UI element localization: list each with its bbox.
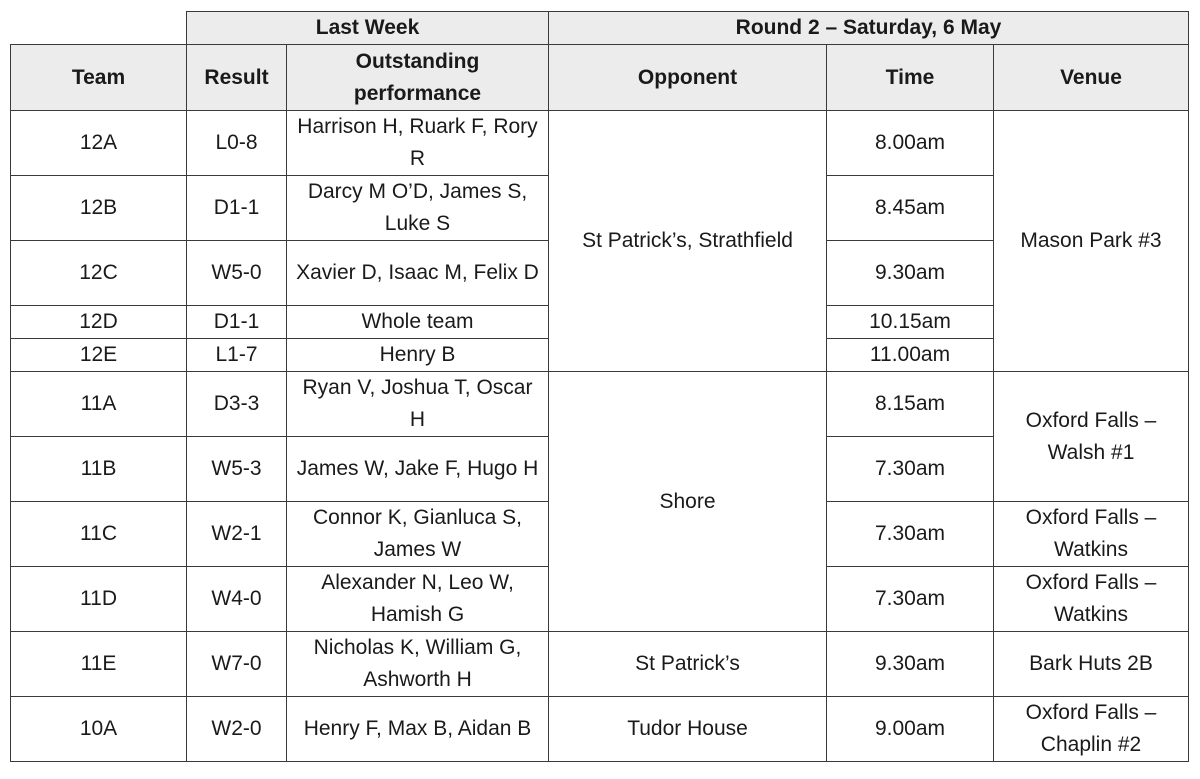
time-cell: 11.00am	[827, 339, 994, 372]
outstanding-cell: Darcy M O’D, James S, Luke S	[287, 176, 549, 241]
team-cell: 11E	[11, 632, 187, 697]
outstanding-cell: Henry F, Max B, Aidan B	[287, 697, 549, 762]
venue-cell: Bark Huts 2B	[994, 632, 1189, 697]
team-cell: 11A	[11, 372, 187, 437]
col-result: Result	[187, 45, 287, 111]
time-cell: 8.00am	[827, 111, 994, 176]
team-cell: 12E	[11, 339, 187, 372]
last-week-header: Last Week	[187, 12, 549, 45]
result-cell: W7-0	[187, 632, 287, 697]
team-cell: 11D	[11, 567, 187, 632]
team-cell: 12B	[11, 176, 187, 241]
team-cell: 12C	[11, 241, 187, 306]
result-cell: L0-8	[187, 111, 287, 176]
result-cell: D1-1	[187, 176, 287, 241]
time-cell: 7.30am	[827, 437, 994, 502]
team-cell: 12D	[11, 306, 187, 339]
table-row	[11, 111, 1189, 176]
col-outstanding: Outstanding performance	[287, 45, 549, 111]
fixtures-table	[10, 11, 1189, 762]
outstanding-cell: Harrison H, Ruark F, Rory R	[287, 111, 549, 176]
col-team: Team	[11, 45, 187, 111]
time-cell: 9.30am	[827, 632, 994, 697]
outstanding-cell: Ryan V, Joshua T, Oscar H	[287, 372, 549, 437]
team-cell: 11B	[11, 437, 187, 502]
venue-cell: Oxford Falls – Watkins	[994, 502, 1189, 567]
table-row	[11, 372, 1189, 437]
result-cell: W2-1	[187, 502, 287, 567]
time-cell: 10.15am	[827, 306, 994, 339]
team-cell: 10A	[11, 697, 187, 762]
time-cell: 8.15am	[827, 372, 994, 437]
opponent-cell: St Patrick’s, Strathfield	[549, 111, 827, 372]
outstanding-cell: Nicholas K, William G, Ashworth H	[287, 632, 549, 697]
outstanding-cell: Whole team	[287, 306, 549, 339]
outstanding-cell: James W, Jake F, Hugo H	[287, 437, 549, 502]
result-cell: D1-1	[187, 306, 287, 339]
table-row	[11, 632, 1189, 697]
result-cell: W5-0	[187, 241, 287, 306]
team-cell: 12A	[11, 111, 187, 176]
result-cell: W5-3	[187, 437, 287, 502]
column-header-row	[11, 45, 1189, 111]
opponent-cell: St Patrick’s	[549, 632, 827, 697]
blank-corner	[11, 12, 187, 45]
opponent-cell: Shore	[549, 372, 827, 632]
outstanding-cell: Xavier D, Isaac M, Felix D	[287, 241, 549, 306]
outstanding-cell: Alexander N, Leo W, Hamish G	[287, 567, 549, 632]
outstanding-cell: Connor K, Gianluca S, James W	[287, 502, 549, 567]
table-row	[11, 697, 1189, 762]
team-cell: 11C	[11, 502, 187, 567]
venue-cell: Oxford Falls – Walsh #1	[994, 372, 1189, 502]
result-cell: D3-3	[187, 372, 287, 437]
result-cell: L1-7	[187, 339, 287, 372]
result-cell: W2-0	[187, 697, 287, 762]
time-cell: 9.00am	[827, 697, 994, 762]
col-opponent: Opponent	[549, 45, 827, 111]
result-cell: W4-0	[187, 567, 287, 632]
outstanding-cell: Henry B	[287, 339, 549, 372]
round-header: Round 2 – Saturday, 6 May	[549, 12, 1189, 45]
time-cell: 7.30am	[827, 567, 994, 632]
opponent-cell: Tudor House	[549, 697, 827, 762]
group-header-row	[11, 12, 1189, 45]
time-cell: 8.45am	[827, 176, 994, 241]
col-time: Time	[827, 45, 994, 111]
time-cell: 7.30am	[827, 502, 994, 567]
venue-cell: Oxford Falls – Chaplin #2	[994, 697, 1189, 762]
col-venue: Venue	[994, 45, 1189, 111]
time-cell: 9.30am	[827, 241, 994, 306]
venue-cell: Mason Park #3	[994, 111, 1189, 372]
venue-cell: Oxford Falls – Watkins	[994, 567, 1189, 632]
